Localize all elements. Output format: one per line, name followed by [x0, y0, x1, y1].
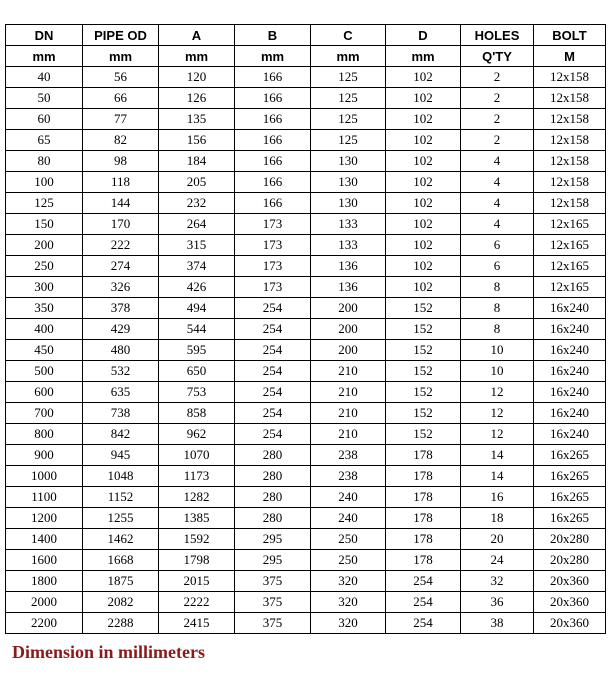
table-cell: 1255	[83, 508, 159, 529]
table-cell: 350	[6, 298, 83, 319]
table-row	[6, 151, 606, 172]
table-cell: 12x158	[534, 172, 606, 193]
table-cell: 264	[159, 214, 235, 235]
table-cell: 2082	[83, 592, 159, 613]
table-cell: 1282	[159, 487, 235, 508]
table-cell: 152	[386, 424, 461, 445]
table-cell: 1875	[83, 571, 159, 592]
table-cell: 326	[83, 277, 159, 298]
table-cell: 20x360	[534, 571, 606, 592]
table-cell: 254	[235, 403, 311, 424]
table-row	[6, 88, 606, 109]
table-cell: 280	[235, 487, 311, 508]
table-cell: 1070	[159, 445, 235, 466]
table-cell: 178	[386, 550, 461, 571]
table-cell: 4	[461, 214, 534, 235]
table-cell: 102	[386, 172, 461, 193]
table-cell: 66	[83, 88, 159, 109]
column-unit: mm	[83, 46, 159, 67]
column-unit: mm	[159, 46, 235, 67]
table-row	[6, 214, 606, 235]
table-cell: 250	[311, 550, 386, 571]
table-cell: 10	[461, 340, 534, 361]
table-cell: 250	[311, 529, 386, 550]
table-cell: 152	[386, 382, 461, 403]
table-cell: 238	[311, 466, 386, 487]
column-unit: mm	[386, 46, 461, 67]
table-cell: 210	[311, 424, 386, 445]
table-cell: 16x265	[534, 487, 606, 508]
table-cell: 10	[461, 361, 534, 382]
table-cell: 12x158	[534, 151, 606, 172]
table-cell: 400	[6, 319, 83, 340]
table-row	[6, 277, 606, 298]
table-cell: 12x165	[534, 256, 606, 277]
table-cell: 166	[235, 109, 311, 130]
table-cell: 1800	[6, 571, 83, 592]
table-cell: 315	[159, 235, 235, 256]
column-header: PIPE OD	[83, 25, 159, 46]
table-cell: 16x240	[534, 298, 606, 319]
table-cell: 12x158	[534, 130, 606, 151]
table-cell: 6	[461, 256, 534, 277]
table-cell: 700	[6, 403, 83, 424]
table-cell: 8	[461, 277, 534, 298]
table-row	[6, 613, 606, 634]
table-cell: 125	[311, 130, 386, 151]
table-cell: 295	[235, 529, 311, 550]
table-cell: 102	[386, 88, 461, 109]
table-cell: 40	[6, 67, 83, 88]
table-cell: 6	[461, 235, 534, 256]
table-cell: 173	[235, 214, 311, 235]
table-cell: 166	[235, 67, 311, 88]
table-cell: 82	[83, 130, 159, 151]
table-cell: 12	[461, 382, 534, 403]
table-cell: 100	[6, 172, 83, 193]
table-cell: 650	[159, 361, 235, 382]
table-cell: 120	[159, 67, 235, 88]
table-cell: 12x165	[534, 235, 606, 256]
table-cell: 125	[6, 193, 83, 214]
table-cell: 1462	[83, 529, 159, 550]
table-cell: 12	[461, 424, 534, 445]
table-cell: 1798	[159, 550, 235, 571]
table-cell: 254	[235, 382, 311, 403]
table-cell: 136	[311, 277, 386, 298]
table-cell: 1152	[83, 487, 159, 508]
table-cell: 254	[386, 613, 461, 634]
table-cell: 8	[461, 319, 534, 340]
table-cell: 20x360	[534, 613, 606, 634]
table-cell: 166	[235, 193, 311, 214]
table-cell: 210	[311, 403, 386, 424]
table-cell: 16x240	[534, 361, 606, 382]
table-cell: 36	[461, 592, 534, 613]
table-cell: 16x240	[534, 424, 606, 445]
table-cell: 60	[6, 109, 83, 130]
table-cell: 858	[159, 403, 235, 424]
column-header: B	[235, 25, 311, 46]
table-cell: 152	[386, 403, 461, 424]
table-cell: 102	[386, 151, 461, 172]
table-cell: 14	[461, 466, 534, 487]
table-cell: 20x280	[534, 529, 606, 550]
table-row	[6, 424, 606, 445]
table-cell: 280	[235, 445, 311, 466]
column-unit: M	[534, 46, 606, 67]
table-cell: 135	[159, 109, 235, 130]
table-cell: 118	[83, 172, 159, 193]
table-cell: 16x265	[534, 466, 606, 487]
table-cell: 450	[6, 340, 83, 361]
table-cell: 130	[311, 172, 386, 193]
table-cell: 600	[6, 382, 83, 403]
table-cell: 130	[311, 193, 386, 214]
header-row	[6, 25, 606, 46]
table-cell: 20x360	[534, 592, 606, 613]
table-cell: 8	[461, 298, 534, 319]
table-cell: 2000	[6, 592, 83, 613]
table-cell: 1668	[83, 550, 159, 571]
table-cell: 178	[386, 466, 461, 487]
table-cell: 102	[386, 235, 461, 256]
table-row	[6, 172, 606, 193]
table-cell: 16x265	[534, 508, 606, 529]
table-cell: 65	[6, 130, 83, 151]
table-cell: 254	[235, 340, 311, 361]
table-cell: 320	[311, 571, 386, 592]
column-header: BOLT	[534, 25, 606, 46]
table-cell: 1600	[6, 550, 83, 571]
table-cell: 800	[6, 424, 83, 445]
table-cell: 20	[461, 529, 534, 550]
table-cell: 20x280	[534, 550, 606, 571]
table-cell: 254	[386, 571, 461, 592]
table-cell: 2288	[83, 613, 159, 634]
table-cell: 300	[6, 277, 83, 298]
table-cell: 102	[386, 214, 461, 235]
table-cell: 240	[311, 508, 386, 529]
table-cell: 544	[159, 319, 235, 340]
table-cell: 480	[83, 340, 159, 361]
column-header: HOLES	[461, 25, 534, 46]
table-cell: 16x240	[534, 340, 606, 361]
table-cell: 254	[235, 361, 311, 382]
column-unit: mm	[311, 46, 386, 67]
table-cell: 280	[235, 508, 311, 529]
table-cell: 125	[311, 67, 386, 88]
table-cell: 254	[235, 424, 311, 445]
table-row	[6, 298, 606, 319]
table-cell: 166	[235, 130, 311, 151]
table-cell: 1100	[6, 487, 83, 508]
column-unit: Q'TY	[461, 46, 534, 67]
table-cell: 320	[311, 592, 386, 613]
table-row	[6, 67, 606, 88]
table-cell: 222	[83, 235, 159, 256]
table-cell: 238	[311, 445, 386, 466]
table-cell: 738	[83, 403, 159, 424]
table-cell: 205	[159, 172, 235, 193]
table-cell: 170	[83, 214, 159, 235]
table-cell: 378	[83, 298, 159, 319]
table-cell: 240	[311, 487, 386, 508]
table-cell: 178	[386, 508, 461, 529]
table-cell: 4	[461, 172, 534, 193]
table-row	[6, 592, 606, 613]
table-row	[6, 403, 606, 424]
table-cell: 280	[235, 466, 311, 487]
table-cell: 130	[311, 151, 386, 172]
table-cell: 375	[235, 592, 311, 613]
table-row	[6, 508, 606, 529]
table-header	[6, 25, 606, 67]
table-cell: 152	[386, 298, 461, 319]
table-cell: 32	[461, 571, 534, 592]
table-cell: 77	[83, 109, 159, 130]
table-row	[6, 487, 606, 508]
table-row	[6, 109, 606, 130]
table-row	[6, 340, 606, 361]
table-cell: 38	[461, 613, 534, 634]
unit-row	[6, 46, 606, 67]
table-cell: 1048	[83, 466, 159, 487]
table-cell: 12x158	[534, 67, 606, 88]
table-row	[6, 193, 606, 214]
table-cell: 125	[311, 88, 386, 109]
table-cell: 152	[386, 340, 461, 361]
table-cell: 900	[6, 445, 83, 466]
table-cell: 12x158	[534, 193, 606, 214]
table-cell: 16x240	[534, 319, 606, 340]
table-row	[6, 382, 606, 403]
table-cell: 274	[83, 256, 159, 277]
table-cell: 320	[311, 613, 386, 634]
table-row	[6, 361, 606, 382]
table-cell: 494	[159, 298, 235, 319]
table-cell: 429	[83, 319, 159, 340]
table-cell: 136	[311, 256, 386, 277]
table-cell: 16	[461, 487, 534, 508]
column-header: C	[311, 25, 386, 46]
table-cell: 156	[159, 130, 235, 151]
table-cell: 102	[386, 67, 461, 88]
table-cell: 18	[461, 508, 534, 529]
table-cell: 753	[159, 382, 235, 403]
table-cell: 1592	[159, 529, 235, 550]
table-cell: 4	[461, 151, 534, 172]
table-cell: 184	[159, 151, 235, 172]
table-cell: 12	[461, 403, 534, 424]
table-cell: 254	[235, 319, 311, 340]
table-cell: 144	[83, 193, 159, 214]
table-cell: 173	[235, 256, 311, 277]
table-cell: 102	[386, 277, 461, 298]
table-cell: 152	[386, 361, 461, 382]
table-cell: 102	[386, 193, 461, 214]
table-cell: 178	[386, 487, 461, 508]
table-cell: 2	[461, 67, 534, 88]
table-cell: 173	[235, 277, 311, 298]
table-cell: 374	[159, 256, 235, 277]
table-cell: 945	[83, 445, 159, 466]
table-cell: 254	[386, 592, 461, 613]
table-body	[6, 67, 606, 634]
table-cell: 166	[235, 88, 311, 109]
table-cell: 200	[6, 235, 83, 256]
table-cell: 12x158	[534, 109, 606, 130]
table-cell: 50	[6, 88, 83, 109]
column-header: D	[386, 25, 461, 46]
table-cell: 16x265	[534, 445, 606, 466]
caption: Dimension in millimeters	[12, 642, 205, 662]
table-cell: 200	[311, 340, 386, 361]
table-cell: 4	[461, 193, 534, 214]
table-cell: 595	[159, 340, 235, 361]
table-cell: 962	[159, 424, 235, 445]
table-cell: 178	[386, 445, 461, 466]
table-row	[6, 466, 606, 487]
table-cell: 150	[6, 214, 83, 235]
table-cell: 532	[83, 361, 159, 382]
table-cell: 1200	[6, 508, 83, 529]
table-cell: 56	[83, 67, 159, 88]
table-cell: 635	[83, 382, 159, 403]
table-cell: 200	[311, 319, 386, 340]
table-cell: 1385	[159, 508, 235, 529]
table-cell: 126	[159, 88, 235, 109]
table-cell: 16x240	[534, 403, 606, 424]
table-cell: 152	[386, 319, 461, 340]
table-cell: 98	[83, 151, 159, 172]
table-cell: 426	[159, 277, 235, 298]
table-cell: 295	[235, 550, 311, 571]
table-cell: 1400	[6, 529, 83, 550]
table-cell: 102	[386, 130, 461, 151]
table-cell: 2015	[159, 571, 235, 592]
table-cell: 200	[311, 298, 386, 319]
table-cell: 210	[311, 361, 386, 382]
column-unit: mm	[6, 46, 83, 67]
table-cell: 133	[311, 214, 386, 235]
table-cell: 80	[6, 151, 83, 172]
table-cell: 24	[461, 550, 534, 571]
dimension-table	[5, 24, 606, 634]
column-header: DN	[6, 25, 83, 46]
table-cell: 166	[235, 151, 311, 172]
table-cell: 133	[311, 235, 386, 256]
table-cell: 500	[6, 361, 83, 382]
column-unit: mm	[235, 46, 311, 67]
table-cell: 12x158	[534, 88, 606, 109]
table-cell: 375	[235, 613, 311, 634]
table-cell: 166	[235, 172, 311, 193]
table-cell: 2222	[159, 592, 235, 613]
table-cell: 125	[311, 109, 386, 130]
table-cell: 16x240	[534, 382, 606, 403]
table-cell: 178	[386, 529, 461, 550]
table-cell: 2200	[6, 613, 83, 634]
table-row	[6, 319, 606, 340]
table-cell: 375	[235, 571, 311, 592]
table-cell: 14	[461, 445, 534, 466]
table-cell: 12x165	[534, 277, 606, 298]
table-cell: 1173	[159, 466, 235, 487]
table-cell: 2	[461, 109, 534, 130]
table-row	[6, 571, 606, 592]
table-cell: 12x165	[534, 214, 606, 235]
table-cell: 250	[6, 256, 83, 277]
table-row	[6, 529, 606, 550]
table-cell: 1000	[6, 466, 83, 487]
column-header: A	[159, 25, 235, 46]
table-cell: 173	[235, 235, 311, 256]
table-cell: 2	[461, 88, 534, 109]
table-cell: 102	[386, 256, 461, 277]
table-row	[6, 130, 606, 151]
table-row	[6, 445, 606, 466]
table-row	[6, 235, 606, 256]
table-row	[6, 550, 606, 571]
table-cell: 2	[461, 130, 534, 151]
table-cell: 254	[235, 298, 311, 319]
table-row	[6, 256, 606, 277]
table-cell: 102	[386, 109, 461, 130]
table-cell: 842	[83, 424, 159, 445]
table-cell: 232	[159, 193, 235, 214]
table-cell: 2415	[159, 613, 235, 634]
table-cell: 210	[311, 382, 386, 403]
